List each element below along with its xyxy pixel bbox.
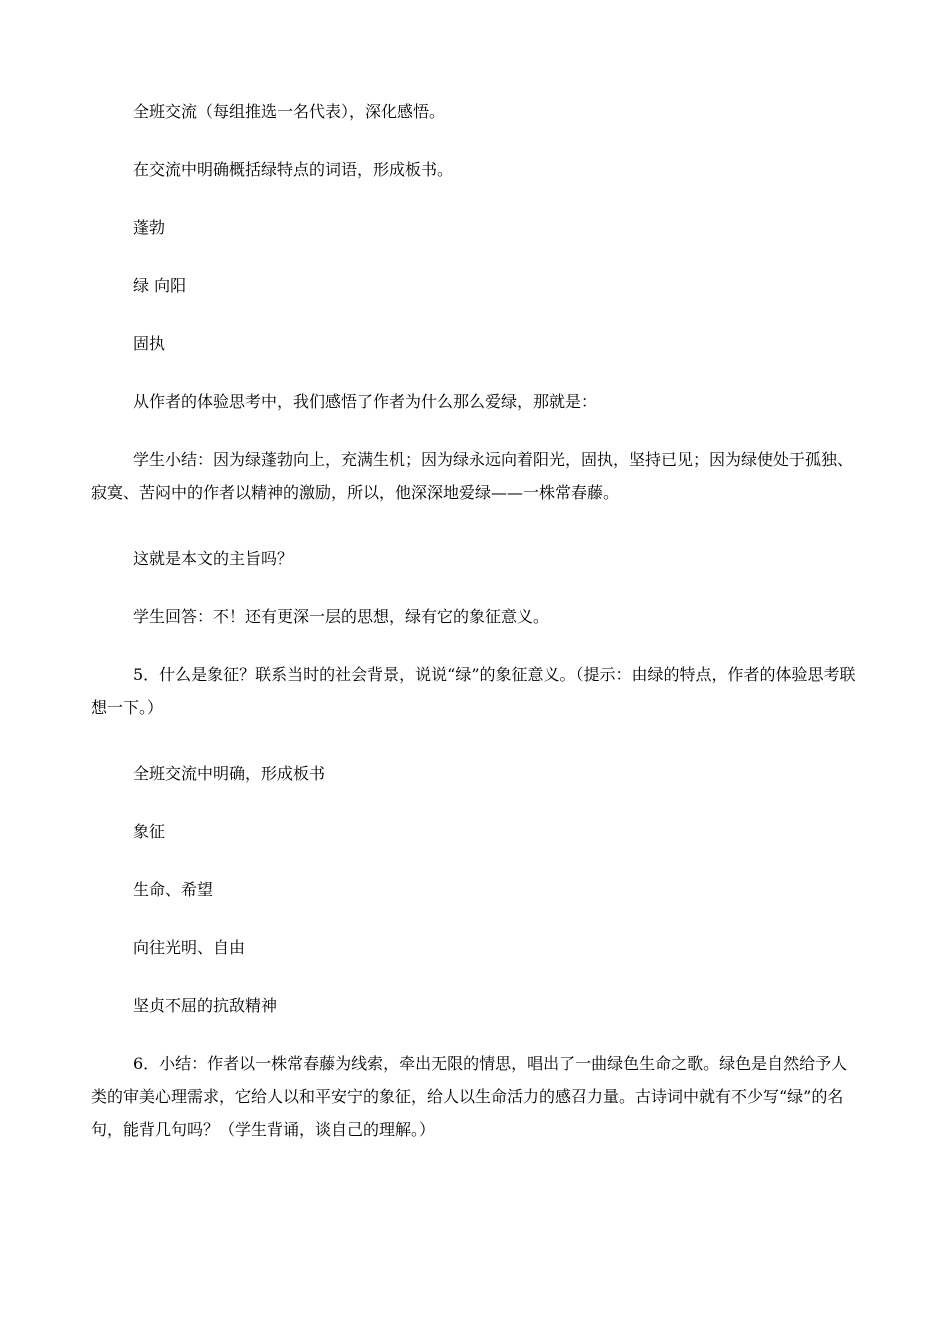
paragraph-conclusion-6: 6．小结：作者以一株常春藤为线索，牵出无限的情思，唱出了一曲绿色生命之歌。绿色是自然给予人类的审美心理需求，它给人以和平安宁的象征，给人以生命活力的感召力量。古诗词中就有不少写“绿”的名句，能背几句吗？（学生背诵，谈自己的理解。） xyxy=(91,1054,848,1139)
paragraph-board-green-sunward: 绿 向阳 xyxy=(133,276,187,295)
paragraph-class-exchange: 全班交流（每组推选一名代表），深化感悟。 xyxy=(133,102,446,121)
paragraph-board-symbol: 象征 xyxy=(133,822,166,841)
paragraph-board-stubborn: 固执 xyxy=(133,334,166,353)
paragraph-question-5: 5．什么是象征？联系当时的社会背景，说说“绿”的象征意义。（提示：由绿的特点，作者的体验思考联想一下。） xyxy=(91,665,856,717)
paragraph-board-vigorous: 蓬勃 xyxy=(133,218,166,237)
paragraph-class-clarify: 全班交流中明确，形成板书 xyxy=(133,764,326,783)
paragraph-board-life-hope: 生命、希望 xyxy=(133,880,214,899)
paragraph-board-resistance: 坚贞不屈的抗敌精神 xyxy=(133,996,278,1015)
paragraph-student-answer: 学生回答：不！还有更深一层的思想，绿有它的象征意义。 xyxy=(133,607,550,626)
paragraph-student-summary: 学生小结：因为绿蓬勃向上，充满生机；因为绿永远向着阳光，固执，坚持已见；因为绿使处于孤独、寂寞、苦闷中的作者以精神的激励，所以，他深深地爱绿——一株常春藤。 xyxy=(91,450,854,502)
paragraph-theme-question: 这就是本文的主旨吗？ xyxy=(133,549,294,568)
paragraph-summary-words: 在交流中明确概括绿特点的词语，形成板书。 xyxy=(133,160,454,179)
paragraph-author-reflection: 从作者的体验思考中，我们感悟了作者为什么那么爱绿，那就是： xyxy=(133,392,598,411)
paragraph-board-freedom: 向往光明、自由 xyxy=(133,938,246,957)
